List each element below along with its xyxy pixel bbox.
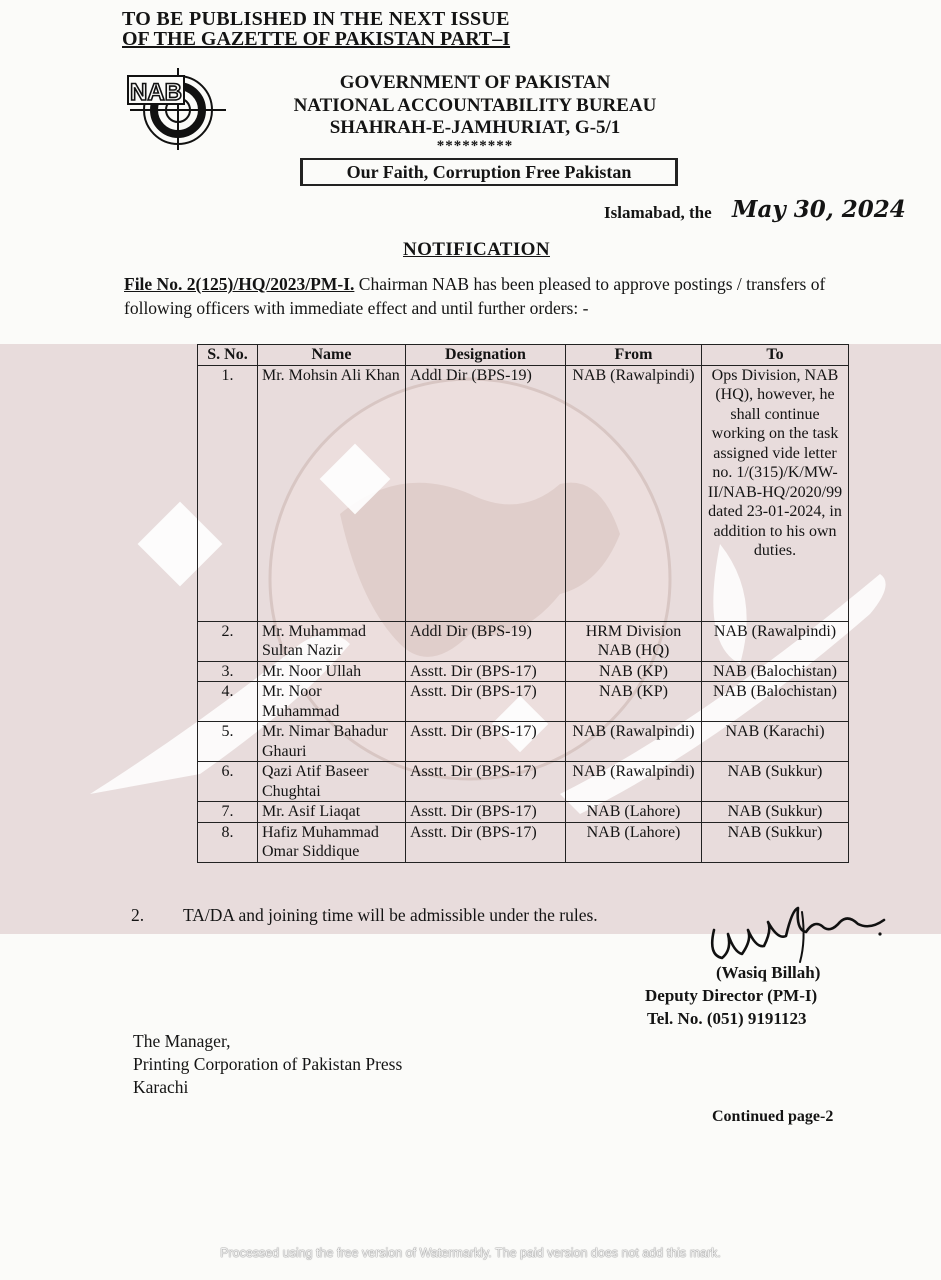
continued-note: Continued page-2 xyxy=(712,1108,834,1125)
cell-name: Mr. Mohsin Ali Khan xyxy=(258,365,406,621)
stars-divider: ********* xyxy=(436,138,514,154)
header-from: From xyxy=(566,345,702,366)
file-number: File No. 2(125)/HQ/2023/PM-I. xyxy=(124,274,355,294)
dateline-place: Islamabad, the xyxy=(604,203,712,222)
cell-designation: Asstt. Dir (BPS-17) xyxy=(406,722,566,762)
table-row xyxy=(198,661,849,682)
table-header-row xyxy=(198,345,849,366)
cell-from: NAB (Rawalpindi) xyxy=(566,762,702,802)
cell-from: NAB (Rawalpindi) xyxy=(566,365,702,621)
signatory-name: (Wasiq Billah) xyxy=(716,963,821,982)
signatory-telephone: Tel. No. (051) 9191123 xyxy=(647,1009,807,1028)
cell-sno: 5. xyxy=(198,722,258,762)
motto-box: Our Faith, Corruption Free Pakistan xyxy=(300,158,678,186)
gazette-line-2: OF THE GAZETTE OF PAKISTAN PART–I xyxy=(122,28,511,50)
cell-name: Mr. Noor Muhammad xyxy=(258,682,406,722)
org-bureau: NATIONAL ACCOUNTABILITY BUREAU xyxy=(293,95,657,116)
cell-to: Ops Division, NAB (HQ), however, he shall continue working on the task assigned vide letter no. 1/(315)/K/MW-II/NAB-HQ/2020/99 dated 23-01-2024, in addition to his own duties. xyxy=(702,365,849,621)
cell-sno: 2. xyxy=(198,621,258,661)
table-row xyxy=(198,762,849,802)
cell-sno: 4. xyxy=(198,682,258,722)
svg-text:NAB: NAB xyxy=(130,79,182,106)
cell-to: NAB (Balochistan) xyxy=(702,661,849,682)
notification-body: Chairman NAB has been pleased to approve postings / transfers of following officers with immediate effect and until further orders: - xyxy=(124,274,826,318)
cell-designation: Asstt. Dir (BPS-17) xyxy=(406,661,566,682)
table-row xyxy=(198,682,849,722)
cell-sno: 8. xyxy=(198,822,258,862)
paragraph-2-number: 2. xyxy=(131,905,145,925)
cell-name: Qazi Atif Baseer Chughtai xyxy=(258,762,406,802)
postings-table xyxy=(197,344,849,863)
cell-to: NAB (Sukkur) xyxy=(702,822,849,862)
cell-from: NAB (Rawalpindi) xyxy=(566,722,702,762)
cell-to: NAB (Sukkur) xyxy=(702,762,849,802)
table-row xyxy=(198,365,849,621)
cell-designation: Asstt. Dir (BPS-17) xyxy=(406,802,566,823)
cell-to: NAB (Balochistan) xyxy=(702,682,849,722)
cell-to: NAB (Karachi) xyxy=(702,722,849,762)
table-row xyxy=(198,621,849,661)
cell-sno: 1. xyxy=(198,365,258,621)
cell-to: NAB (Rawalpindi) xyxy=(702,621,849,661)
cell-designation: Addl Dir (BPS-19) xyxy=(406,621,566,661)
cell-sno: 6. xyxy=(198,762,258,802)
cell-designation: Asstt. Dir (BPS-17) xyxy=(406,762,566,802)
signatory-title: Deputy Director (PM-I) xyxy=(645,986,818,1005)
notification-paragraph xyxy=(124,272,848,320)
cell-from: NAB (KP) xyxy=(566,682,702,722)
cell-designation: Asstt. Dir (BPS-17) xyxy=(406,822,566,862)
nab-logo xyxy=(126,66,228,152)
handwritten-signature xyxy=(702,900,894,970)
cell-from: NAB (Lahore) xyxy=(566,802,702,823)
org-address: SHAHRAH-E-JAMHURIAT, G-5/1 xyxy=(329,117,621,138)
table-row xyxy=(198,802,849,823)
table-row xyxy=(198,722,849,762)
cell-from: NAB (KP) xyxy=(566,661,702,682)
table-row xyxy=(198,822,849,862)
header-sno: S. No. xyxy=(198,345,258,366)
cell-from: NAB (Lahore) xyxy=(566,822,702,862)
cell-designation: Asstt. Dir (BPS-17) xyxy=(406,682,566,722)
addressee-line-3: Karachi xyxy=(133,1077,189,1097)
cell-name: Mr. Asif Liaqat xyxy=(258,802,406,823)
gazette-line-1: TO BE PUBLISHED IN THE NEXT ISSUE xyxy=(122,8,510,26)
cell-to: NAB (Sukkur) xyxy=(702,802,849,823)
cell-name: Hafiz Muhammad Omar Siddique xyxy=(258,822,406,862)
cell-name: Mr. Muhammad Sultan Nazir xyxy=(258,621,406,661)
header-to: To xyxy=(702,345,849,366)
processing-watermark-note: Processed using the free version of Watermarkly. The paid version does not add this mark. xyxy=(220,1246,721,1260)
paragraph-2-text: TA/DA and joining time will be admissible under the rules. xyxy=(183,905,598,925)
cell-name: Mr. Noor Ullah xyxy=(258,661,406,682)
org-government: GOVERNMENT OF PAKISTAN xyxy=(339,72,611,93)
addressee-line-2: Printing Corporation of Pakistan Press xyxy=(133,1054,403,1074)
header-name: Name xyxy=(258,345,406,366)
cell-sno: 7. xyxy=(198,802,258,823)
notification-title: NOTIFICATION xyxy=(403,239,550,260)
header-designation: Designation xyxy=(406,345,566,366)
cell-name: Mr. Nimar Bahadur Ghauri xyxy=(258,722,406,762)
dateline-date: May 30, 2024 xyxy=(732,196,906,223)
cell-from: HRM Division NAB (HQ) xyxy=(566,621,702,661)
addressee-line-1: The Manager, xyxy=(133,1031,231,1051)
cell-sno: 3. xyxy=(198,661,258,682)
cell-designation: Addl Dir (BPS-19) xyxy=(406,365,566,621)
